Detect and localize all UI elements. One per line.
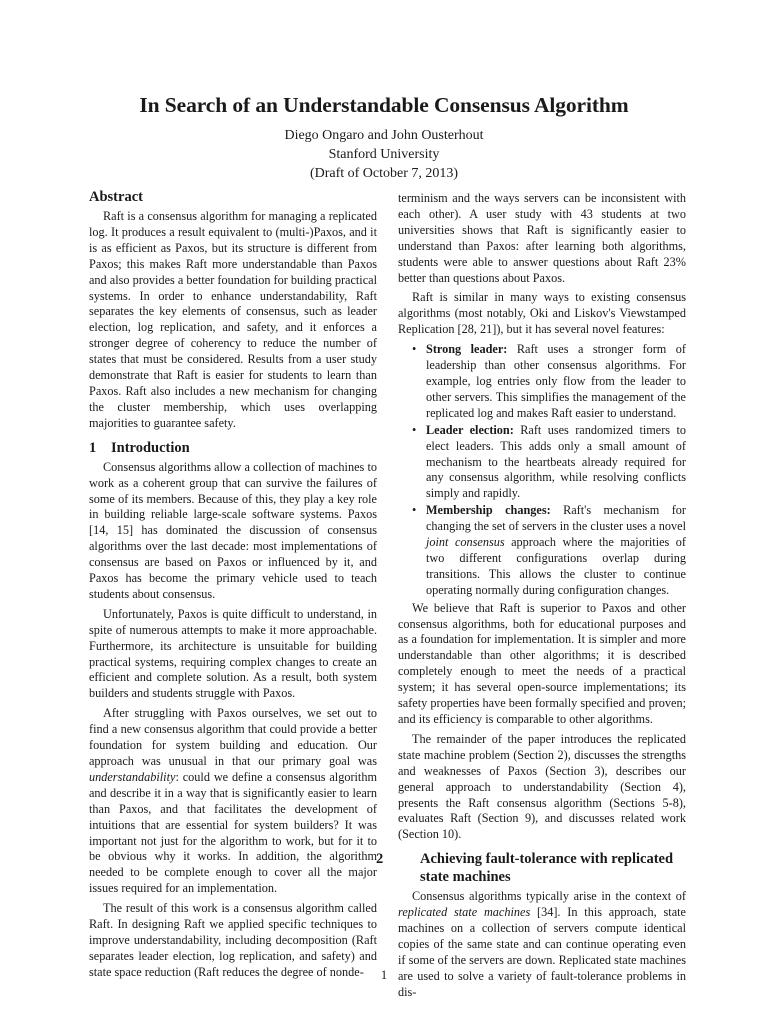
intro-paragraph-2: Unfortunately, Paxos is quite difficult to understand, in spite of numerous attempts to make it more approachable. Furthermore, its architecture is unsuitable for building practical systems, requiring complex changes to create an efficient and complete solution. As a result, both system builders and students struggle with Paxos. [89, 606, 377, 701]
list-item: • Membership changes: Raft's mechanism for changing the set of servers in the cluster uses a novel joint consensus approach where the majorities of two different configurations overlap during transitions. This allows the cluster to continue operating normally during configuration changes. [412, 503, 686, 597]
affiliation: Stanford University [328, 147, 440, 162]
list-item: • Strong leader: Raft uses a stronger form of leadership than other consensus algorithms. For example, log entries only flow from the leader to other servers. This simplifies the management of the replicated log and makes Raft easier to understand. [412, 342, 686, 420]
intro-paragraph-believe: We believe that Raft is superior to Paxos and other consensus algorithms, both for educational purposes and as a foundation for implementation. It is simpler and more understandable than other algorithms; it is described completely enough to meet the needs of a practical system; it has several open-source implementations; its safety properties have been formally specified and proven; and its efficiency is comparable to other algorithms. [398, 600, 686, 726]
section-number: 2 [376, 851, 384, 868]
emphasis: understandability [89, 769, 176, 784]
intro-paragraph-similar: Raft is similar in many ways to existing consensus algorithms (most notably, Oki and Liskov's Viewstamped Replication [28, 21]), but it has several novel features: [398, 290, 686, 337]
section-2-heading [376, 850, 686, 886]
section-2-paragraph: Consensus algorithms typically arise in the context of replicated state machines [34]. In this approach, state machines on a collection of servers compute identical copies of the same state and can continue operating even if some of the servers are down. Replicated state machines are used to solve a variety of fault-tolerance problems in dis- [398, 889, 686, 999]
abstract-text: Raft is a consensus algorithm for managing a replicated log. It produces a result equivalent to (multi-)Paxos, and it is as efficient as Paxos, but its structure is different from Paxos; this makes Raft more understandable than Paxos and also provides a better foundation for building practical systems. In order to enhance understandability, Raft separates the key elements of consensus, such as leader election, log replication, and safety, and it enforces a stronger degree of coherency to reduce the number of states that must be considered. Results from a user study demonstrate that Raft is easier for students to learn than Paxos. Raft also includes a new mechanism for changing the cluster membership, which uses overlapping majorities to guarantee safety. [89, 209, 377, 430]
intro-paragraph-3: After struggling with Paxos ourselves, we set out to find a new consensus algorithm that could provide a better foundation for system building and education. Our approach was unusual in that our primary goal was understandability: could we define a consensus algorithm and describe it in a way that is significantly easier to learn than Paxos, and that facilitates the development of intuitions that are essential for system builders? It was important not just for the algorithm to work, but for it to be obvious why it works. In addition, the algorithm needed to be complete enough to cover all the major issues required for an implementation. [89, 706, 377, 896]
right-column [376, 191, 686, 1005]
section-number: 1 [89, 439, 97, 456]
left-column [89, 188, 377, 985]
feature-list [398, 342, 686, 599]
feature-label: Strong leader: [426, 342, 508, 357]
author-block [0, 126, 768, 183]
bullet-icon: • [412, 503, 417, 518]
intro-paragraph-continued: terminism and the ways servers can be inconsistent with each other). A user study with 43 students at two universities shows that Raft is significantly easier to understand than Paxos: after learning both algorithms, students were able to answer questions about Raft 23% better than questions about Paxos. [398, 191, 686, 285]
section-title: Achieving fault-tolerance with replicated state machines [420, 851, 674, 886]
bullet-icon: • [412, 422, 417, 437]
feature-label: Membership changes: [426, 503, 551, 518]
bullet-icon: • [412, 342, 417, 357]
emphasis: joint consensus [426, 535, 505, 550]
intro-paragraph-1: Consensus algorithms allow a collection of machines to work as a coherent group that can survive the failures of some of its members. Because of this, they play a key role in building reliable large-scale software systems. Paxos [14, 15] has dominated the discussion of consensus algorithms over the last decade: most implementations of consensus are based on Paxos or influenced by it, and Paxos has become the primary vehicle used to teach students about consensus. [89, 459, 377, 601]
intro-paragraph-4: The result of this work is a consensus algorithm called Raft. In designing Raft we applied specific techniques to improve understandability, including decomposition (Raft separates leader election, log replication, and safety) and state space reduction (Raft reduces the degree of nonde- [89, 901, 377, 979]
page-number: 1 [380, 968, 388, 982]
section-1-heading [89, 439, 377, 457]
feature-label: Leader election: [426, 422, 514, 437]
draft-date: (Draft of October 7, 2013) [309, 166, 459, 181]
section-title: Introduction [111, 439, 190, 456]
intro-paragraph-remainder: The remainder of the paper introduces the replicated state machine problem (Section 2), discusses the strengths and weaknesses of Paxos (Section 3), describes our general approach to understandability (Section 4), presents the Raft consensus algorithm (Sections 5-8), evaluates Raft (Section 9), and discusses related work (Section 10). [398, 731, 686, 842]
list-item: • Leader election: Raft uses randomized timers to elect leaders. This adds only a small amount of mechanism to the heartbeats already required for any consensus algorithm, while resolving conflicts simply and rapidly. [412, 422, 686, 501]
abstract-heading: Abstract [89, 189, 143, 205]
author-names: Diego Ongaro and John Ousterhout [284, 128, 484, 143]
paper-title: In Search of an Understandable Consensus Algorithm [139, 93, 629, 117]
emphasis: replicated state machines [398, 905, 531, 920]
